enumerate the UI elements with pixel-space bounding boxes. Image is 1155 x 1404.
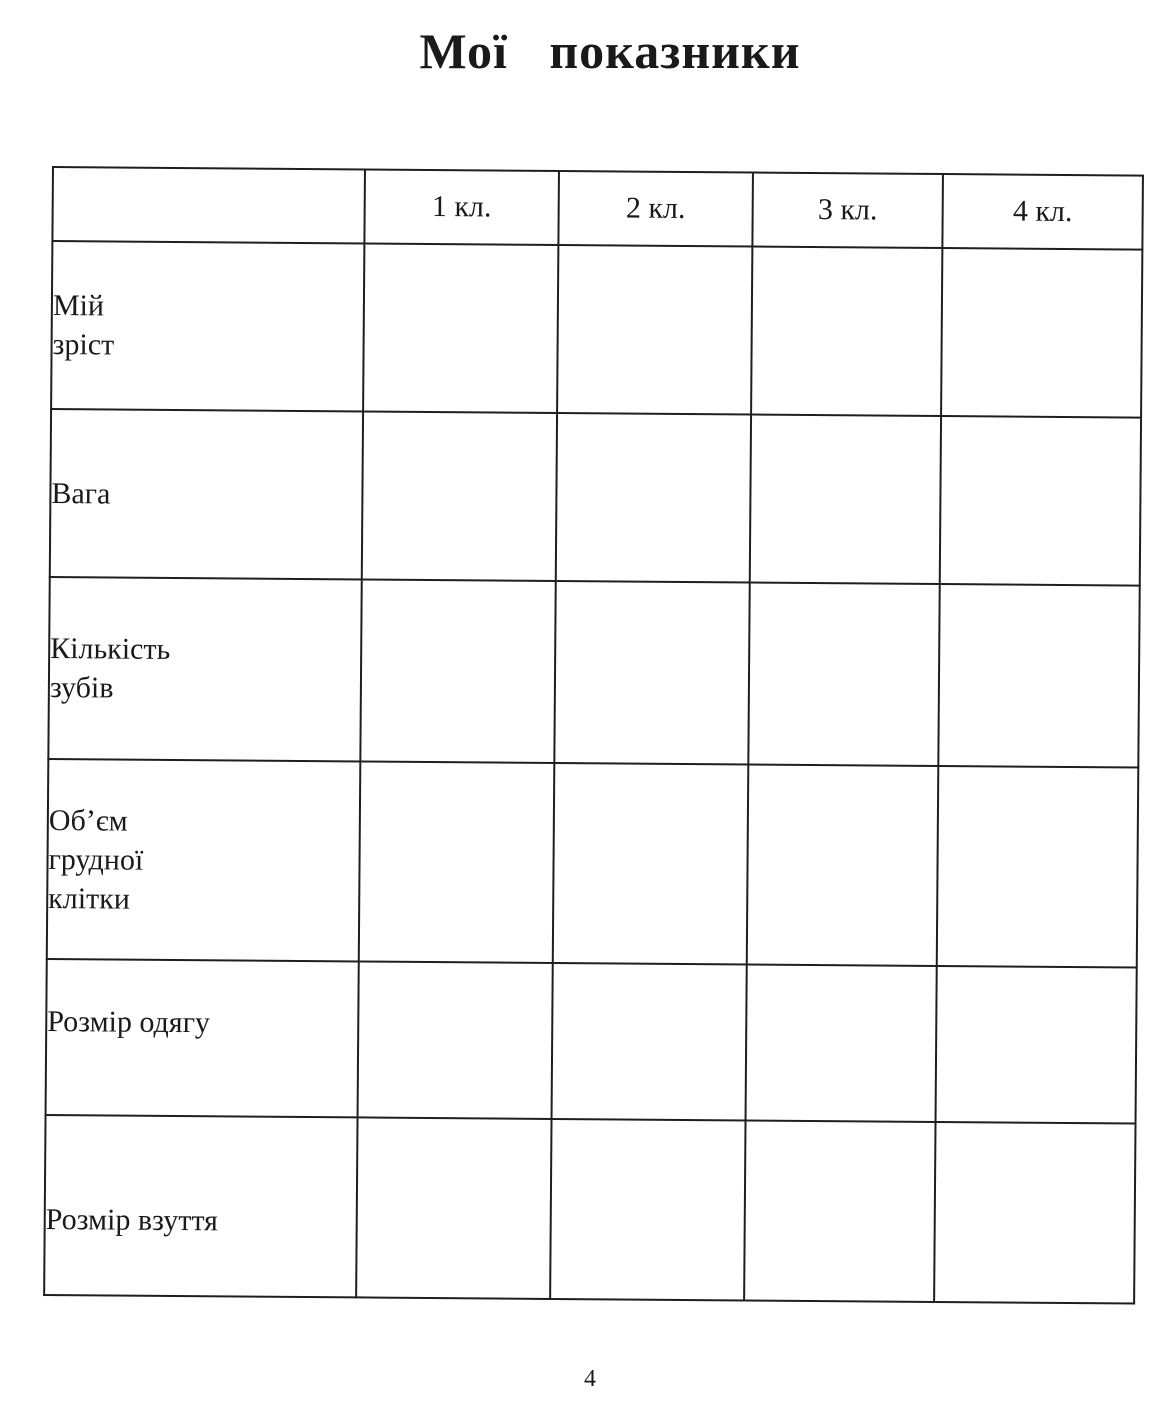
column-header-grade-4: 4 кл. bbox=[942, 174, 1143, 250]
entry-cell[interactable] bbox=[746, 964, 937, 1121]
table-row bbox=[46, 959, 1137, 1124]
column-header-grade-2: 2 кл. bbox=[558, 171, 753, 247]
entry-cell[interactable] bbox=[744, 1120, 935, 1301]
page-title: Мої показники bbox=[419, 23, 801, 79]
entry-cell[interactable] bbox=[358, 961, 553, 1119]
entry-cell[interactable] bbox=[557, 245, 752, 415]
entry-cell[interactable] bbox=[356, 1117, 551, 1299]
row-label-height bbox=[51, 241, 364, 411]
row-label-text: Розмір одягу bbox=[47, 1004, 211, 1040]
metrics-table-container bbox=[43, 166, 1142, 1305]
header-row bbox=[52, 167, 1143, 250]
row-label-text: Розмір взуття bbox=[45, 1202, 219, 1238]
row-label-teeth bbox=[48, 577, 361, 761]
row-label-text: Об’єм грудної клітки bbox=[48, 803, 144, 916]
entry-cell[interactable] bbox=[937, 766, 1139, 968]
table-row bbox=[51, 241, 1142, 418]
entry-cell[interactable] bbox=[553, 763, 749, 965]
entry-cell[interactable] bbox=[748, 582, 939, 765]
column-header-grade-1: 1 кл. bbox=[364, 169, 559, 245]
entry-cell[interactable] bbox=[360, 579, 555, 763]
entry-cell[interactable] bbox=[936, 966, 1137, 1124]
table-row bbox=[44, 1115, 1135, 1304]
row-label-text: Кількість зубів bbox=[49, 632, 171, 705]
column-header-grade-3: 3 кл. bbox=[752, 173, 943, 248]
table-row bbox=[50, 409, 1141, 586]
entry-cell[interactable] bbox=[941, 248, 1142, 418]
row-label-chest bbox=[47, 759, 361, 961]
entry-cell[interactable] bbox=[940, 416, 1141, 586]
entry-cell[interactable] bbox=[747, 764, 939, 965]
entry-cell[interactable] bbox=[550, 1119, 745, 1301]
row-label-clothes-size bbox=[46, 959, 359, 1117]
row-label-text: Мій зріст bbox=[52, 289, 115, 362]
entry-cell[interactable] bbox=[363, 243, 558, 413]
entry-cell[interactable] bbox=[751, 247, 942, 416]
entry-cell[interactable] bbox=[938, 584, 1139, 768]
entry-cell[interactable] bbox=[556, 413, 751, 583]
page-number: 4 bbox=[584, 1366, 596, 1392]
entry-cell[interactable] bbox=[552, 963, 747, 1121]
row-label-shoe-size bbox=[44, 1115, 357, 1297]
entry-cell[interactable] bbox=[554, 581, 749, 765]
row-label-weight bbox=[50, 409, 363, 579]
entry-cell[interactable] bbox=[934, 1122, 1135, 1304]
entry-cell[interactable] bbox=[362, 411, 557, 581]
table-row bbox=[48, 577, 1139, 768]
entry-cell[interactable] bbox=[750, 414, 941, 583]
metrics-table bbox=[43, 166, 1144, 1305]
table-row bbox=[47, 759, 1139, 968]
entry-cell[interactable] bbox=[359, 761, 555, 963]
header-corner-cell bbox=[52, 167, 365, 243]
row-label-text: Вага bbox=[51, 476, 111, 510]
